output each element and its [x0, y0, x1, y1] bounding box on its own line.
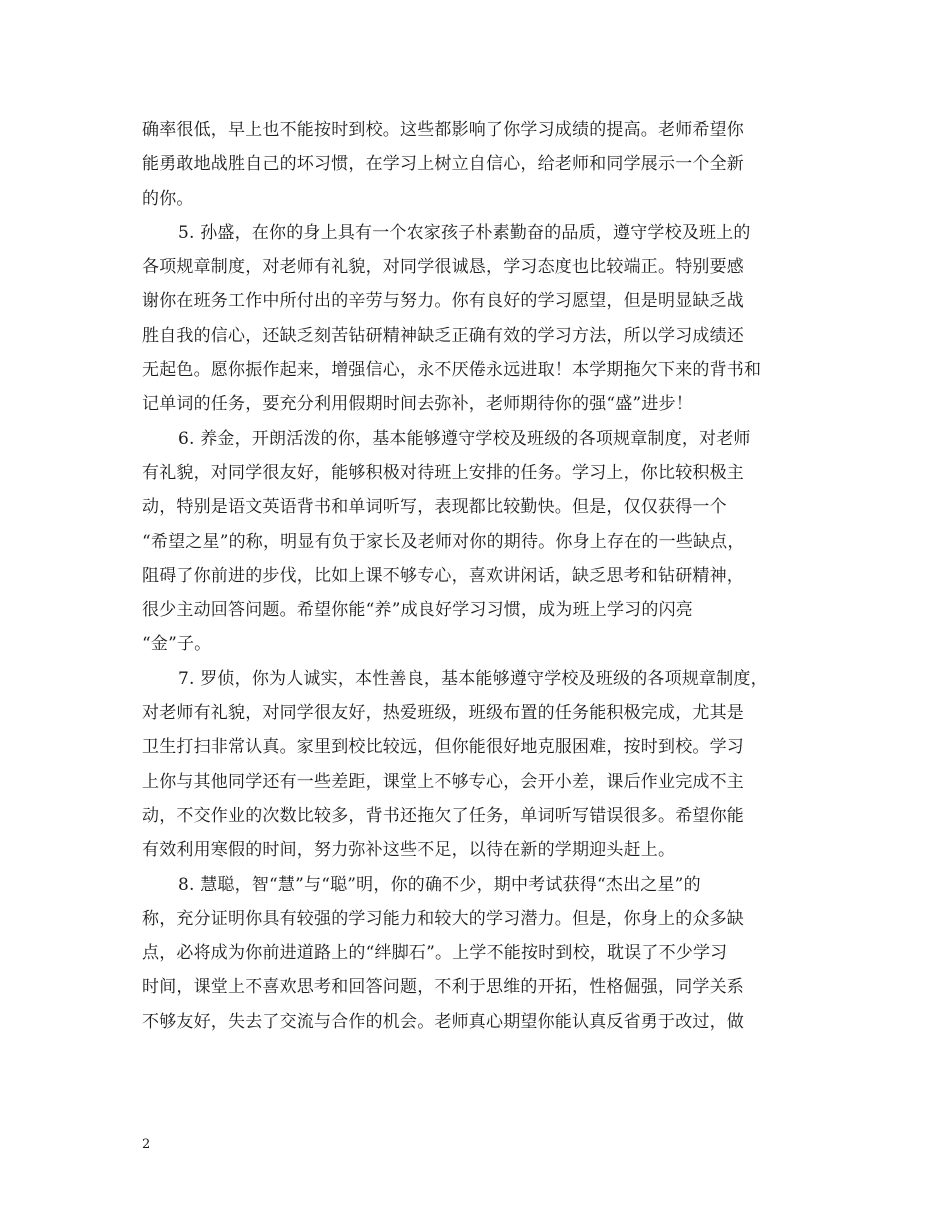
- document-body: [142, 113, 822, 1039]
- text-line: “希望之星”的称，明显有负于家长及老师对你的期待。你身上存在的一些缺点，: [142, 531, 745, 552]
- text-line: 阻碍了你前进的步伐，比如上课不够专心，喜欢讲闲话，缺乏思考和钻研精神，: [142, 565, 744, 586]
- text-line: “金”子。: [142, 634, 212, 655]
- text-line: 胜自我的信心，还缺乏刻苦钻研精神缺乏正确有效的学习方法，所以学习成绩还: [142, 325, 744, 346]
- text-line: 有效利用寒假的时间，努力弥补这些不足，以待在新的学期迎头赶上。: [142, 840, 676, 861]
- text-line: 谢你在班务工作中所付出的辛劳与努力。你有良好的学习愿望，但是明显缺乏战: [142, 291, 744, 312]
- text-line: 卫生打扫非常认真。家里到校比较远，但你能很好地克服困难，按时到校。学习: [142, 737, 744, 758]
- text-line: 动，不交作业的次数比较多，背书还拖欠了任务，单词听写错误很多。希望你能: [142, 805, 744, 826]
- text-line: 无起色。愿你振作起来，增强信心，永不厌倦永远进取！本学期拖欠下来的背书和: [142, 360, 762, 381]
- text-line: 确率很低，早上也不能按时到校。这些都影响了你学习成绩的提高。老师希望你: [142, 120, 744, 140]
- text-line: 各项规章制度，对老师有礼貌，对同学很诚恳，学习态度也比较端正。特别要感: [142, 257, 744, 278]
- text-line: 称，充分证明你具有较强的学习能力和较大的学习潜力。但是，你身上的众多缺: [142, 908, 744, 929]
- text-line: 上你与其他同学还有一些差距，课堂上不够专心，会开小差，课后作业完成不主: [142, 771, 744, 792]
- text-line: 8. 慧聪，智“慧”与“聪”明，你的确不少，期中考试获得“杰出之星”的: [178, 874, 701, 895]
- text-line: 能勇敢地战胜自己的坏习惯，在学习上树立自信心，给老师和同学展示一个全新: [142, 154, 744, 175]
- text-line: 有礼貌，对同学很友好，能够积极对待班上安排的任务。学习上，你比较积极主: [142, 462, 744, 483]
- text-line: 7. 罗侦，你为人诚实，本性善良，基本能够遵守学校及班级的各项规章制度，: [178, 668, 768, 689]
- text-line: 5. 孙盛，在你的身上具有一个农家孩子朴素勤奋的品质，遵守学校及班上的: [178, 222, 751, 243]
- text-line: 时间，课堂上不喜欢思考和回答问题，不利于思维的开拓，性格倔强，同学关系: [142, 977, 744, 998]
- page-number: 2: [142, 1137, 151, 1152]
- text-line: 6. 养金，开朗活泼的你，基本能够遵守学校及班级的各项规章制度，对老师: [178, 428, 751, 449]
- text-line: 记单词的任务，要充分利用假期时间去弥补，老师期待你的强“盛”进步！: [142, 394, 693, 415]
- text-line: 对老师有礼貌，对同学很友好，热爱班级，班级布置的任务能积极完成，尤其是: [142, 703, 744, 724]
- text-line: 的你。: [142, 188, 194, 209]
- text-line: 动，特别是语文英语背书和单词听写，表现都比较勤快。但是，仅仅获得一个: [142, 497, 727, 518]
- text-line: 点，必将成为你前进道路上的“绊脚石”。上学不能按时到校，耽误了不少学习: [142, 943, 728, 964]
- text-line: 很少主动回答问题。希望你能“养”成良好学习习惯，成为班上学习的闪亮: [142, 600, 693, 621]
- text-line: 不够友好，失去了交流与合作的机会。老师真心期望你能认真反省勇于改过，做: [142, 1011, 744, 1032]
